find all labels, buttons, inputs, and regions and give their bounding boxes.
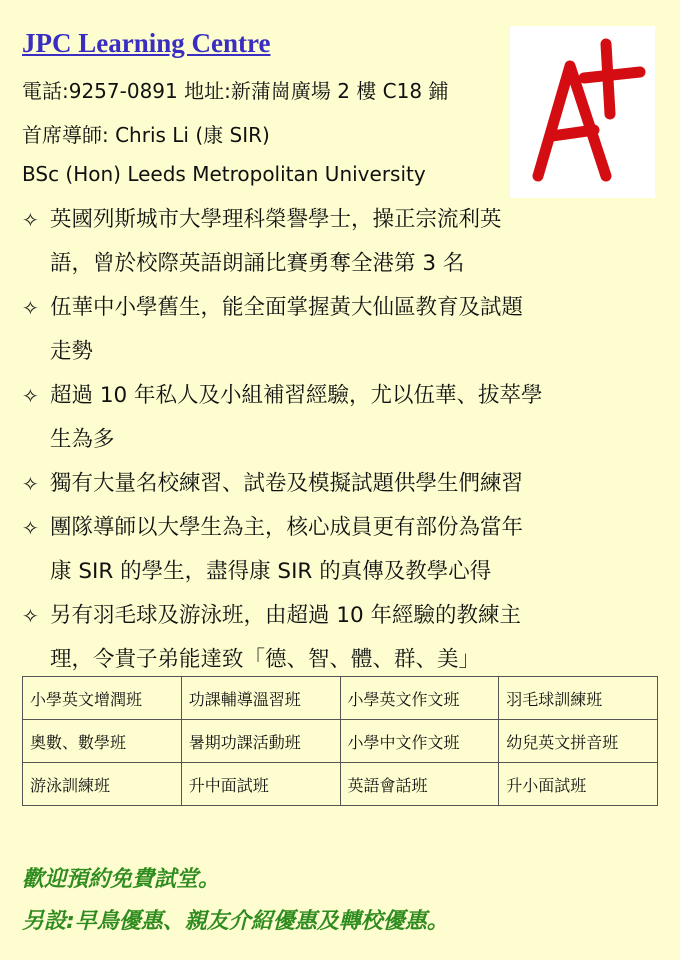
star-icon: ✧ bbox=[22, 472, 39, 496]
bullet-text: 語，曾於校際英語朗誦比賽勇奪全港第 3 名 bbox=[50, 251, 465, 276]
bullet-text: 超過 10 年私人及小組補習經驗，尤以伍華、拔萃學 bbox=[50, 383, 543, 408]
tutor-degree: BSc (Hon) Leeds Metropolitan University bbox=[22, 162, 426, 186]
list-item bbox=[22, 198, 662, 286]
star-icon: ✧ bbox=[22, 208, 39, 232]
trial-note: 歡迎預約免費試堂。 bbox=[22, 867, 221, 892]
list-item bbox=[22, 286, 662, 374]
list-item bbox=[22, 462, 662, 506]
table-cell: 羽毛球訓練班 bbox=[499, 677, 658, 720]
table-cell: 小學英文作文班 bbox=[340, 677, 499, 720]
bullet-text: 獨有大量名校練習、試卷及模擬試題供學生們練習 bbox=[50, 471, 524, 496]
table-cell: 奧數、數學班 bbox=[23, 720, 182, 763]
bullet-text: 走勢 bbox=[50, 339, 94, 364]
table-cell: 小學英文增潤班 bbox=[23, 677, 182, 720]
star-icon: ✧ bbox=[22, 516, 39, 540]
list-item bbox=[22, 594, 662, 682]
star-icon: ✧ bbox=[22, 296, 39, 320]
table-cell: 升中面試班 bbox=[181, 763, 340, 806]
bullet-text: 伍華中小學舊生，能全面掌握黃大仙區教育及試題 bbox=[50, 295, 524, 320]
bullet-text: 生為多 bbox=[50, 427, 115, 452]
table-cell: 游泳訓練班 bbox=[23, 763, 182, 806]
table-cell: 升小面試班 bbox=[499, 763, 658, 806]
table-cell: 功課輔導溫習班 bbox=[181, 677, 340, 720]
table-row bbox=[23, 720, 658, 763]
bullet-text: 康 SIR 的學生，盡得康 SIR 的真傳及教學心得 bbox=[50, 559, 492, 584]
bullet-text: 理，令貴子弟能達致「德、智、體、群、美」 bbox=[50, 647, 481, 672]
table-cell: 幼兒英文拼音班 bbox=[499, 720, 658, 763]
star-icon: ✧ bbox=[22, 384, 39, 408]
bullet-list bbox=[22, 198, 662, 682]
table-row bbox=[23, 763, 658, 806]
table-row bbox=[23, 677, 658, 720]
page-title: JPC Learning Centre bbox=[22, 28, 271, 58]
list-item bbox=[22, 506, 662, 594]
star-icon: ✧ bbox=[22, 604, 39, 628]
bullet-text: 團隊導師以大學生為主，核心成員更有部份為當年 bbox=[50, 515, 524, 540]
bullet-text: 英國列斯城市大學理科榮譽學士，操正宗流利英 bbox=[50, 207, 502, 232]
discount-note: 另設:早鳥優惠、親友介紹優惠及轉校優惠。 bbox=[22, 909, 449, 934]
contact-info: 電話:9257-0891 地址:新蒲崗廣場 2 樓 C18 鋪 bbox=[22, 79, 449, 103]
class-table bbox=[22, 676, 658, 806]
table-cell: 英語會話班 bbox=[340, 763, 499, 806]
bullet-text: 另有羽毛球及游泳班，由超過 10 年經驗的教練主 bbox=[50, 603, 522, 628]
a-plus-logo bbox=[510, 26, 655, 198]
tutor-name: 首席導師: Chris Li (康 SIR) bbox=[22, 123, 270, 147]
table-cell: 暑期功課活動班 bbox=[181, 720, 340, 763]
table-cell: 小學中文作文班 bbox=[340, 720, 499, 763]
list-item bbox=[22, 374, 662, 462]
